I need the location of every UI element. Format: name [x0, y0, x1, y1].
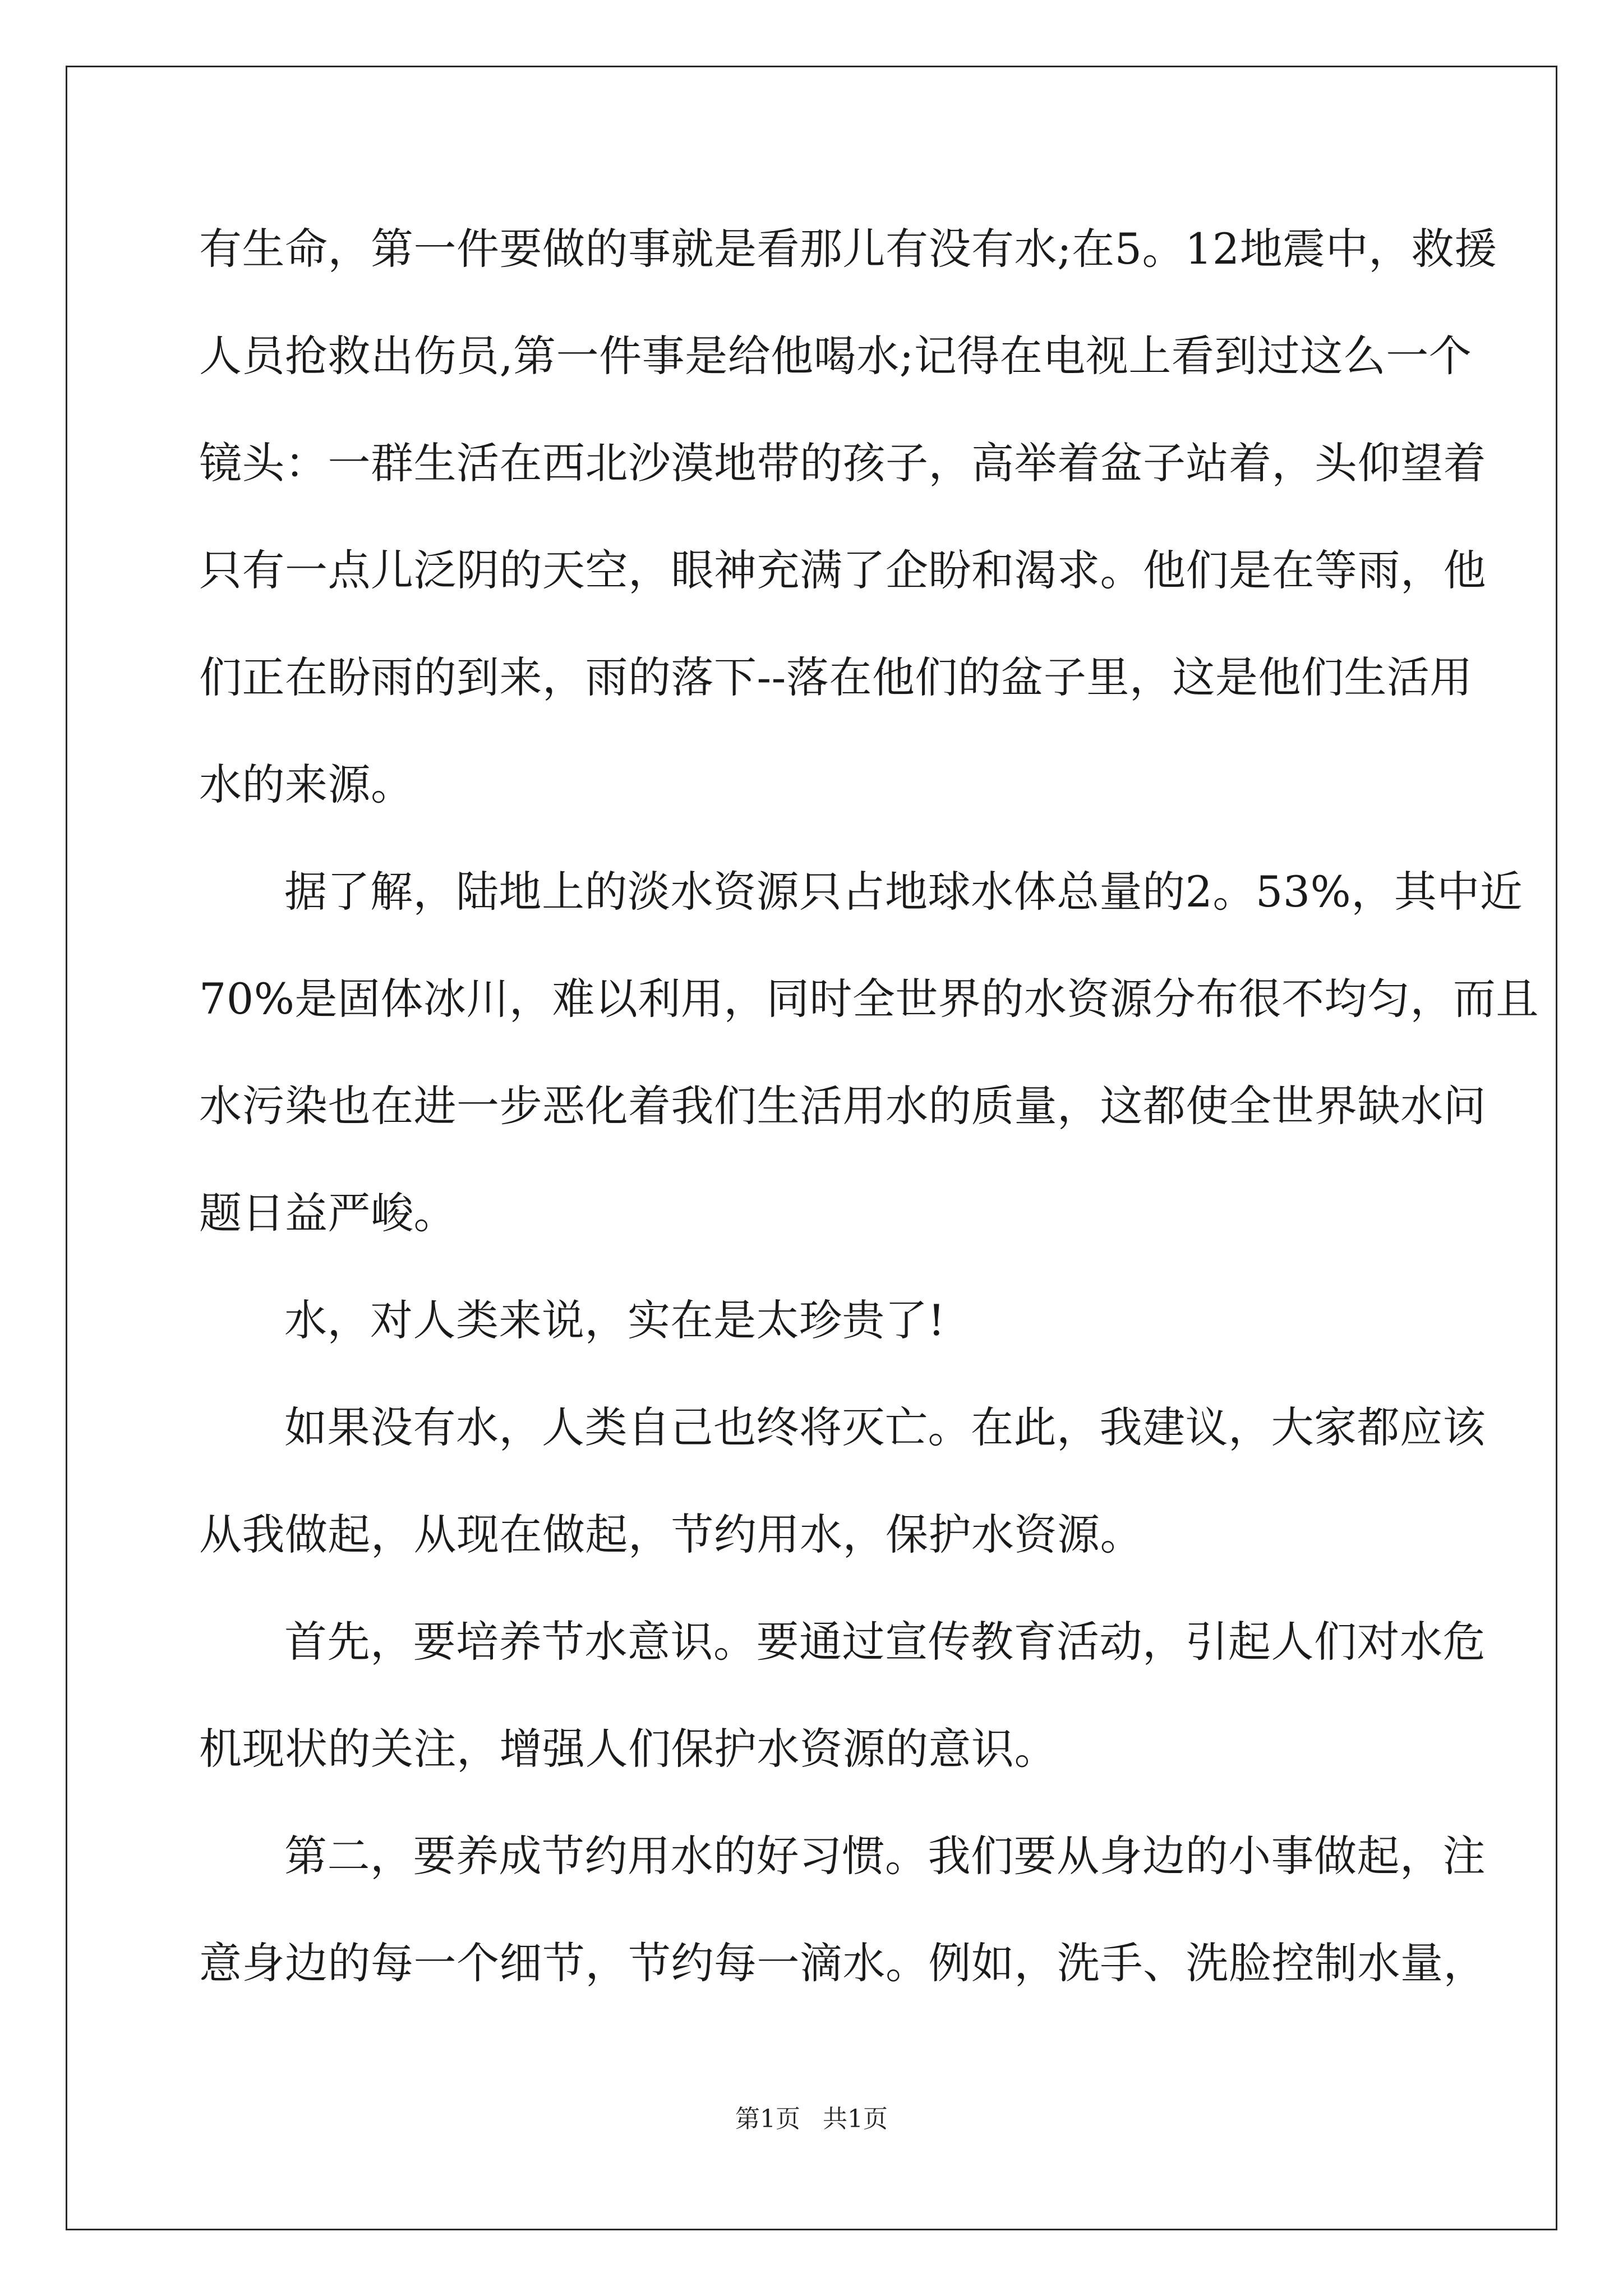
text-line: 水，对人类来说，实在是太珍贵了!: [284, 1295, 946, 1345]
text-line: 首先，要培养节水意识。要通过宣传教育活动，引起人们对水危: [284, 1617, 1486, 1667]
text-line: 机现状的关注，增强人们保护水资源的意识。: [199, 1724, 1057, 1774]
page-total: 共1页: [823, 2105, 888, 2133]
text-line: 镜头：一群生活在西北沙漠地带的孩子，高举着盆子站着，头仰望着: [199, 438, 1486, 488]
text-line: 据了解，陆地上的淡水资源只占地球水体总量的2。53%，其中近: [284, 867, 1523, 917]
page-footer: [0, 2102, 1623, 2136]
text-line: 从我做起，从现在做起，节约用水，保护水资源。: [199, 1510, 1143, 1559]
text-line: 们正在盼雨的到来，雨的落下--落在他们的盆子里，这是他们生活用: [199, 652, 1473, 702]
text-line: 70%是固体冰川，难以利用，同时全世界的水资源分布很不均匀，而且: [199, 974, 1539, 1024]
text-line: 只有一点儿泛阴的天空，眼神充满了企盼和渴求。他们是在等雨，他: [199, 545, 1486, 595]
text-line: 题日益严峻。: [199, 1188, 457, 1238]
text-line: 人员抢救出伤员,第一件事是给他喝水;记得在电视上看到过这么一个: [199, 331, 1472, 381]
text-line: 意身边的每一个细节，节约每一滴水。例如，洗手、洗脸控制水量，: [199, 1938, 1486, 1988]
page-number: 第1页: [735, 2105, 800, 2133]
text-line: 水的来源。: [199, 760, 414, 809]
document-body: [199, 216, 1539, 2037]
text-line: 第二，要养成节约用水的好习惯。我们要从身边的小事做起，注: [284, 1831, 1486, 1881]
text-line: 有生命，第一件要做的事就是看那儿有没有水;在5。12地震中，救援: [199, 224, 1497, 274]
text-line: 如果没有水，人类自己也终将灭亡。在此，我建议，大家都应该: [284, 1402, 1486, 1452]
text-line: 水污染也在进一步恶化着我们生活用水的质量，这都使全世界缺水问: [199, 1081, 1486, 1131]
